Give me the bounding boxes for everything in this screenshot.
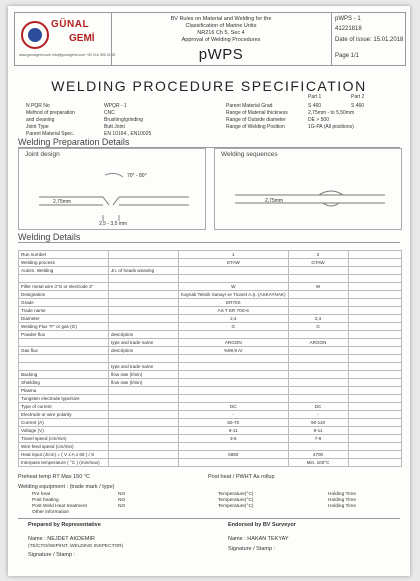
table-cell xyxy=(288,267,348,275)
table-row xyxy=(19,363,402,371)
table-cell: G xyxy=(179,323,289,331)
table-cell xyxy=(109,355,179,363)
table-row xyxy=(19,379,402,387)
doc-type: pWPS xyxy=(198,46,244,63)
table-cell xyxy=(179,267,289,275)
joint-design-label: Joint design xyxy=(25,151,60,158)
table-cell xyxy=(348,371,401,379)
table-row xyxy=(19,323,402,331)
table-cell xyxy=(109,299,179,307)
table-cell xyxy=(348,331,401,339)
table-cell: GTAW xyxy=(288,259,348,267)
table-cell xyxy=(109,275,179,283)
table-cell xyxy=(179,395,289,403)
gen-label: Parent Material Grad xyxy=(226,103,273,109)
table-cell xyxy=(288,443,348,451)
reference-area xyxy=(111,13,332,65)
table-cell xyxy=(109,451,179,459)
joint-design-box xyxy=(18,148,206,230)
table-cell xyxy=(348,395,401,403)
divider xyxy=(18,242,400,243)
table-cell xyxy=(348,363,401,371)
extra-cell: NO xyxy=(118,504,126,509)
table-cell xyxy=(19,355,109,363)
gen-value: WPQR - 1 xyxy=(104,103,127,109)
table-cell xyxy=(348,379,401,387)
table-row xyxy=(19,427,402,435)
table-cell: 3-5 xyxy=(179,435,289,443)
name-2: Name : HAKAN TEKYAY xyxy=(228,536,289,542)
table-row xyxy=(19,411,402,419)
table-row xyxy=(19,291,402,299)
table-cell xyxy=(288,299,348,307)
table-cell xyxy=(109,459,179,467)
table-cell xyxy=(288,275,348,283)
table-cell xyxy=(179,443,289,451)
table-cell xyxy=(348,419,401,427)
table-cell: - xyxy=(288,411,348,419)
extra-cell: Holding Time xyxy=(328,504,356,509)
table-cell: Backing xyxy=(19,371,109,379)
table-cell xyxy=(109,435,179,443)
table-cell xyxy=(179,387,289,395)
table-cell: 9-11 xyxy=(179,427,289,435)
table-cell: 1 xyxy=(179,251,289,259)
doc-date: Date of issue: 15.01.2018 xyxy=(335,37,404,43)
extra-cell: Temperature(°C) xyxy=(218,504,254,509)
table-cell: DC xyxy=(288,403,348,411)
table-cell: Filler metal wire 3"G or electrode 3" xyxy=(19,283,109,291)
gen-value: 2,75mm - to 5,50mm xyxy=(308,110,355,116)
table-cell: Trade name xyxy=(19,307,109,315)
table-cell xyxy=(348,299,401,307)
endorsed-by: Endorsed by BV Surveyor xyxy=(228,522,296,528)
table-cell: Travel speed (cm/min) xyxy=(19,435,109,443)
table-cell: type and trade name xyxy=(109,339,179,347)
table-cell xyxy=(109,419,179,427)
table-cell xyxy=(288,395,348,403)
table-cell xyxy=(348,291,401,299)
page-title: WELDING PROCEDURE SPECIFICATION xyxy=(51,78,367,94)
header-block xyxy=(14,12,406,66)
table-cell xyxy=(179,275,289,283)
equipment-text: Welding equipment : (trade mark / type) xyxy=(18,484,115,490)
table-row xyxy=(19,395,402,403)
gen-value: CNC xyxy=(104,110,115,116)
table-cell xyxy=(288,355,348,363)
table-cell: W xyxy=(179,283,289,291)
table-cell xyxy=(348,443,401,451)
table-cell: 5880 xyxy=(179,451,289,459)
table-cell: Powder flux xyxy=(19,331,109,339)
table-cell: description xyxy=(109,331,179,339)
gen-label: Range of Material thickness xyxy=(226,110,288,116)
table-cell xyxy=(348,323,401,331)
logo-area xyxy=(15,13,116,65)
name-1-title: (TE/CTO/IWIP/INT. WELDING INSPECTOR) xyxy=(28,544,124,549)
doc-no: pWPS - 1 xyxy=(335,16,361,22)
table-cell: Welding Flux "F" or gas (G) xyxy=(19,323,109,331)
extra-cell: Pre heat xyxy=(32,492,51,497)
gen-value: EN 10164 , EN10025 xyxy=(104,131,152,137)
table-cell: ARGON xyxy=(179,339,289,347)
prepared-by: Prepared by Representative xyxy=(28,522,101,528)
table-cell: 2,4 xyxy=(179,315,289,323)
table-cell xyxy=(179,371,289,379)
welding-sequence-box xyxy=(214,148,402,230)
table-cell: DC xyxy=(179,403,289,411)
prep-title: Welding Preparation Details xyxy=(18,137,130,147)
table-row xyxy=(19,347,402,355)
extra-cell: Post Weld Heat treatment xyxy=(32,504,87,509)
table-row xyxy=(19,435,402,443)
table-row xyxy=(19,267,402,275)
table-cell xyxy=(19,275,109,283)
table-cell xyxy=(348,427,401,435)
ref-line: BV Rules on Material and Welding for the xyxy=(170,16,272,22)
table-cell xyxy=(348,307,401,315)
post-text: Post heat / PWHT As rollup xyxy=(208,474,275,480)
table-cell xyxy=(109,323,179,331)
table-cell xyxy=(288,379,348,387)
table-cell: ARGON xyxy=(288,339,348,347)
table-cell xyxy=(288,291,348,299)
details-title: Welding Details xyxy=(18,232,81,242)
extra-cell: Holding Time xyxy=(328,492,356,497)
gen-label: and cleaning xyxy=(26,117,55,123)
table-cell: - xyxy=(179,411,289,419)
doc-page: Page 1/1 xyxy=(335,53,360,59)
gen-label: Range of Welding Position xyxy=(226,124,285,130)
table-cell: 9-11 xyxy=(288,427,348,435)
signature-1: Signature / Stamp : xyxy=(28,552,76,558)
table-cell: Gas flux xyxy=(19,347,109,355)
joint-drawing xyxy=(19,149,205,229)
gen-label: N PQR No xyxy=(26,103,50,109)
extra-cell: Other information xyxy=(32,510,70,515)
angle-label: 70° - 80° xyxy=(127,173,147,179)
table-cell: 90-110 xyxy=(288,419,348,427)
divider xyxy=(18,518,400,519)
table-cell xyxy=(288,307,348,315)
table-cell: Type of current xyxy=(19,403,109,411)
gen-value: Butt Joint xyxy=(104,124,125,130)
table-cell xyxy=(348,259,401,267)
gen-label: Method of preparation xyxy=(26,110,75,116)
table-cell: Jn. of heads weaving xyxy=(109,267,179,275)
table-row xyxy=(19,315,402,323)
table-cell xyxy=(288,347,348,355)
extra-cell: Temperature(°C) xyxy=(218,492,254,497)
table-row xyxy=(19,283,402,291)
table-cell xyxy=(179,355,289,363)
table-cell xyxy=(348,267,401,275)
table-cell xyxy=(348,275,401,283)
extra-cell: NO xyxy=(118,498,126,503)
table-cell xyxy=(179,363,289,371)
extra-cell: NO xyxy=(118,492,126,497)
table-cell: Electrode or wire polarity xyxy=(19,411,109,419)
table-row xyxy=(19,387,402,395)
table-row xyxy=(19,443,402,451)
table-row xyxy=(19,339,402,347)
logo-sub: www.gunalgemi.com info@gunalgemi.com +90 216 395 15 15 xyxy=(19,53,116,57)
gen-label: Joint Type xyxy=(26,124,49,130)
table-cell xyxy=(109,315,179,323)
table-cell: Tungsten electrode type/size xyxy=(19,395,109,403)
gen-value: S 460 xyxy=(351,103,365,109)
logo-line1: GÜNAL xyxy=(51,19,90,30)
gen-value: 1G-PA (All positions) xyxy=(308,124,354,130)
table-cell xyxy=(348,347,401,355)
doc-code: 41221818 xyxy=(335,26,362,32)
table-cell xyxy=(179,379,289,387)
table-cell: flow rate (l/min) xyxy=(109,379,179,387)
table-cell: %99,9 Ar xyxy=(179,347,289,355)
sequence-label: Welding sequences xyxy=(221,151,278,158)
table-cell xyxy=(348,355,401,363)
table-row xyxy=(19,275,402,283)
table-cell: flow rate (l/min) xyxy=(109,371,179,379)
table-row xyxy=(19,299,402,307)
part1-label: Part 1 xyxy=(308,94,322,100)
table-cell: Shielding xyxy=(19,379,109,387)
table-cell xyxy=(109,411,179,419)
table-cell xyxy=(19,339,109,347)
gen-label: Range of Outside diameter xyxy=(226,117,286,123)
table-cell xyxy=(109,443,179,451)
table-row xyxy=(19,259,402,267)
table-cell xyxy=(179,459,289,467)
table-cell: AS T ER 70S-6 xyxy=(179,307,289,315)
table-row xyxy=(19,419,402,427)
table-cell: Current (A) xyxy=(19,419,109,427)
table-cell xyxy=(348,451,401,459)
gen-value: Brushing/grinding xyxy=(104,117,143,123)
table-cell: Voltage (V) xyxy=(19,427,109,435)
table-cell: Wire feed speed (cm/min) xyxy=(19,443,109,451)
table-cell xyxy=(348,387,401,395)
gen-value: S 460 xyxy=(308,103,322,109)
table-cell xyxy=(348,435,401,443)
table-cell xyxy=(109,251,179,259)
table-cell: ER70S xyxy=(179,299,289,307)
table-cell xyxy=(348,283,401,291)
table-cell xyxy=(288,331,348,339)
gen-label: Parent Material Spec. xyxy=(26,131,75,137)
sequence-drawing xyxy=(215,149,401,229)
table-cell xyxy=(348,411,401,419)
gap-label: 2,5 - 3,5 mm xyxy=(99,221,128,227)
table-row xyxy=(19,331,402,339)
table-cell xyxy=(348,339,401,347)
thickness-label: 2,75mm xyxy=(53,199,72,205)
table-cell: Diameter xyxy=(19,315,109,323)
doc-info xyxy=(331,13,405,65)
part2-label: Part 2 xyxy=(351,94,365,100)
table-cell xyxy=(179,331,289,339)
thickness-label-2: 2,75mm xyxy=(265,198,284,204)
welding-details-table xyxy=(18,250,402,467)
table-cell: Plasma xyxy=(19,387,109,395)
table-cell xyxy=(348,315,401,323)
table-cell: 7-9 xyxy=(288,435,348,443)
table-cell xyxy=(348,459,401,467)
extra-cell: Temperature(°C) xyxy=(218,498,254,503)
logo-line2: GEMİ xyxy=(69,33,95,44)
table-cell: Designation xyxy=(19,291,109,299)
gen-value: DE > 500 xyxy=(308,117,329,123)
table-cell: Min. 100°C xyxy=(288,459,348,467)
table-cell xyxy=(109,387,179,395)
table-cell: Kaynak Teknik Sanayi ve Ticaret A.Ş. (ASKAYNAK) xyxy=(179,291,289,299)
table-cell xyxy=(348,403,401,411)
table-row xyxy=(19,251,402,259)
table-cell: 2 xyxy=(288,251,348,259)
table-row xyxy=(19,403,402,411)
table-cell: 4700 xyxy=(288,451,348,459)
table-cell xyxy=(109,307,179,315)
table-row xyxy=(19,459,402,467)
ref-line: Classification of Marine Units xyxy=(185,23,257,29)
preheat-text: Preheat temp RT Max 150 °C xyxy=(18,474,91,480)
table-row xyxy=(19,355,402,363)
table-cell xyxy=(109,283,179,291)
table-row xyxy=(19,371,402,379)
extra-cell: Post heating xyxy=(32,498,59,503)
signature-2: Signature / Stamp : xyxy=(228,546,276,552)
table-cell xyxy=(288,363,348,371)
table-cell: Welding process xyxy=(19,259,109,267)
table-row xyxy=(19,451,402,459)
table-cell xyxy=(288,387,348,395)
table-cell: type and trade name xyxy=(109,363,179,371)
table-cell xyxy=(19,363,109,371)
table-cell: Heat input (J/cm) = ( V x A x 60 ) / S xyxy=(19,451,109,459)
table-row xyxy=(19,307,402,315)
table-cell: GTAW xyxy=(179,259,289,267)
table-cell xyxy=(109,291,179,299)
table-cell xyxy=(348,251,401,259)
ref-line: NR216 Ch 5, Sec 4 xyxy=(197,30,245,36)
table-cell xyxy=(109,259,179,267)
table-cell: 2,4 xyxy=(288,315,348,323)
table-cell xyxy=(109,395,179,403)
table-cell: G xyxy=(288,323,348,331)
table-cell: description xyxy=(109,347,179,355)
table-cell xyxy=(288,371,348,379)
table-cell xyxy=(109,403,179,411)
reference-text xyxy=(111,16,331,44)
table-cell: Run number xyxy=(19,251,109,259)
ref-line: Approval of Welding Procedures xyxy=(181,37,261,43)
table-cell: W xyxy=(288,283,348,291)
extra-cell: Holding Time xyxy=(328,498,356,503)
table-cell: 50-70 xyxy=(179,419,289,427)
company-logo-icon xyxy=(21,21,49,49)
name-1: Name : NEJDET AKDEMIR xyxy=(28,536,95,542)
table-cell: Autom. Welding xyxy=(19,267,109,275)
table-cell: Grade xyxy=(19,299,109,307)
table-cell xyxy=(109,427,179,435)
table-cell: Interpass temperature ( °C ) (min/max) xyxy=(19,459,109,467)
document-page xyxy=(8,6,410,576)
